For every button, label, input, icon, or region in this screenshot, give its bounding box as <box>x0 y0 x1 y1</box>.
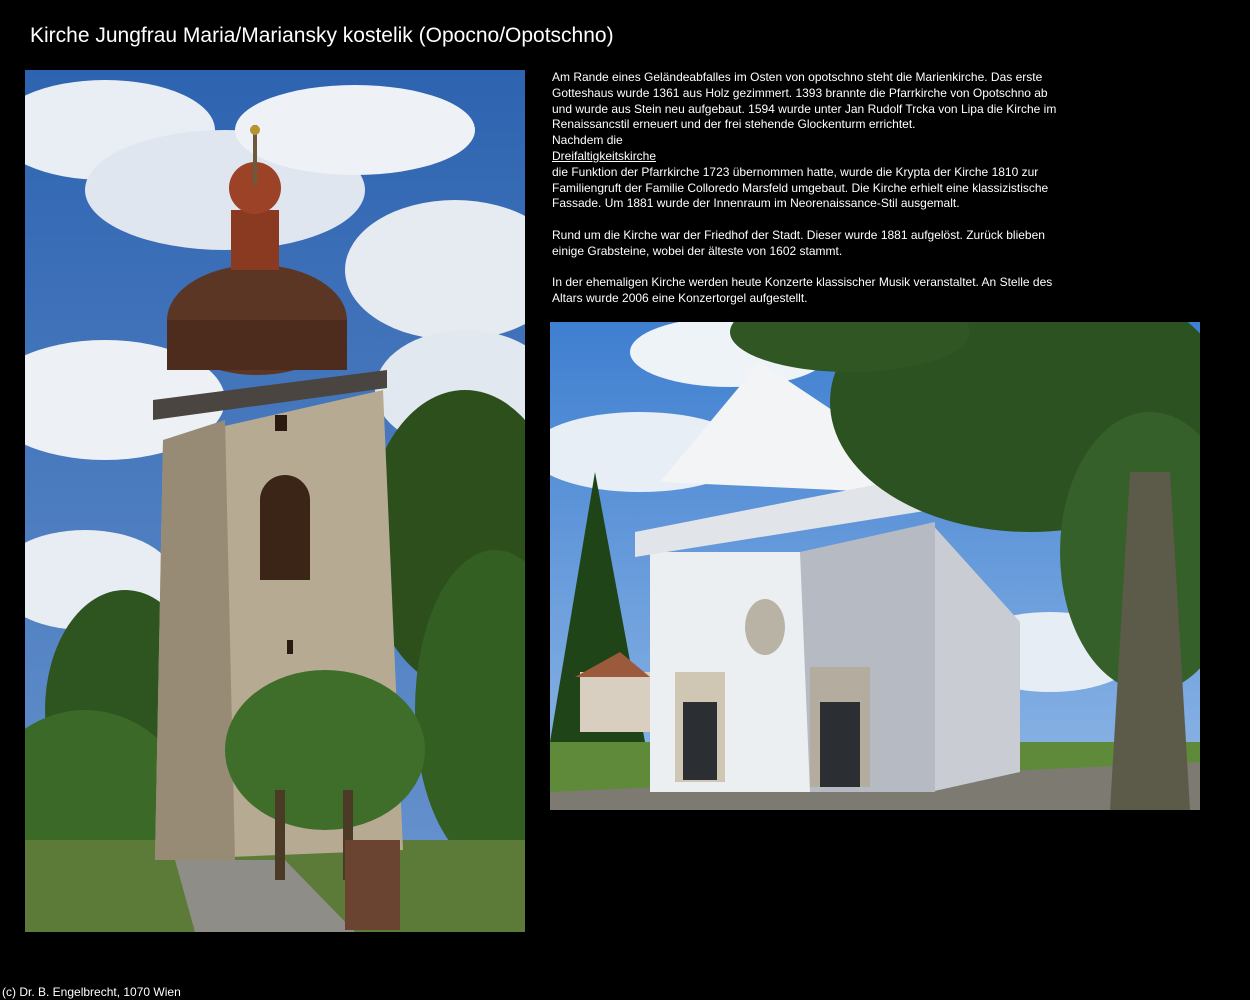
page-title: Kirche Jungfrau Maria/Mariansky kostelik (Opocno/Opotschno) <box>30 24 614 47</box>
church-facade-image <box>550 322 1200 810</box>
description-paragraph-1b: Nachdem die <box>552 133 623 148</box>
description-text <box>552 70 1062 307</box>
bell-tower-image <box>25 70 525 932</box>
bell-tower-photo[interactable] <box>25 70 525 932</box>
paragraph-gap <box>552 212 1062 228</box>
paragraph-gap <box>552 260 1062 276</box>
description-paragraph-3: In der ehemaligen Kirche werden heute Konzerte klassischer Musik veranstaltet. An Stelle des Altars wurde 2006 eine Konzertorgel aufgestellt. <box>552 275 1053 306</box>
copyright-footer: (c) Dr. B. Engelbrecht, 1070 Wien <box>2 985 181 999</box>
church-facade-photo[interactable] <box>550 322 1200 810</box>
description-paragraph-1c: die Funktion der Pfarrkirche 1723 übernommen hatte, wurde die Krypta der Kirche 1810 zur Familiengruft der Familie Colloredo Marsfeld umgebaut. Die Kirche erhielt eine klassizistische Fassade. Um 1881 wurde der Innenraum im Neorenaissance-Stil ausgemalt. <box>552 164 1049 211</box>
description-paragraph-2: Rund um die Kirche war der Friedhof der Stadt. Dieser wurde 1881 aufgelöst. Zurück blieben einige Grabsteine, wobei der älteste von 1602 stammt. <box>552 227 1045 258</box>
description-paragraph-1a: Am Rande eines Geländeabfalles im Osten von opotschno steht die Marienkirche. Das erste Gotteshaus wurde 1361 aus Holz gezimmert. 1393 brannte die Pfarrkirche von Opotschno ab und wurde aus Stein neu aufgebaut. 1594 wurde unter Jan Rudolf Trcka von Lipa die Kirche im Renaissancstil erneuert und der frei stehende Glockenturm errichtet. <box>552 70 1057 132</box>
dreifaltigkeitskirche-link[interactable]: Dreifaltigkeitskirche <box>552 148 657 163</box>
